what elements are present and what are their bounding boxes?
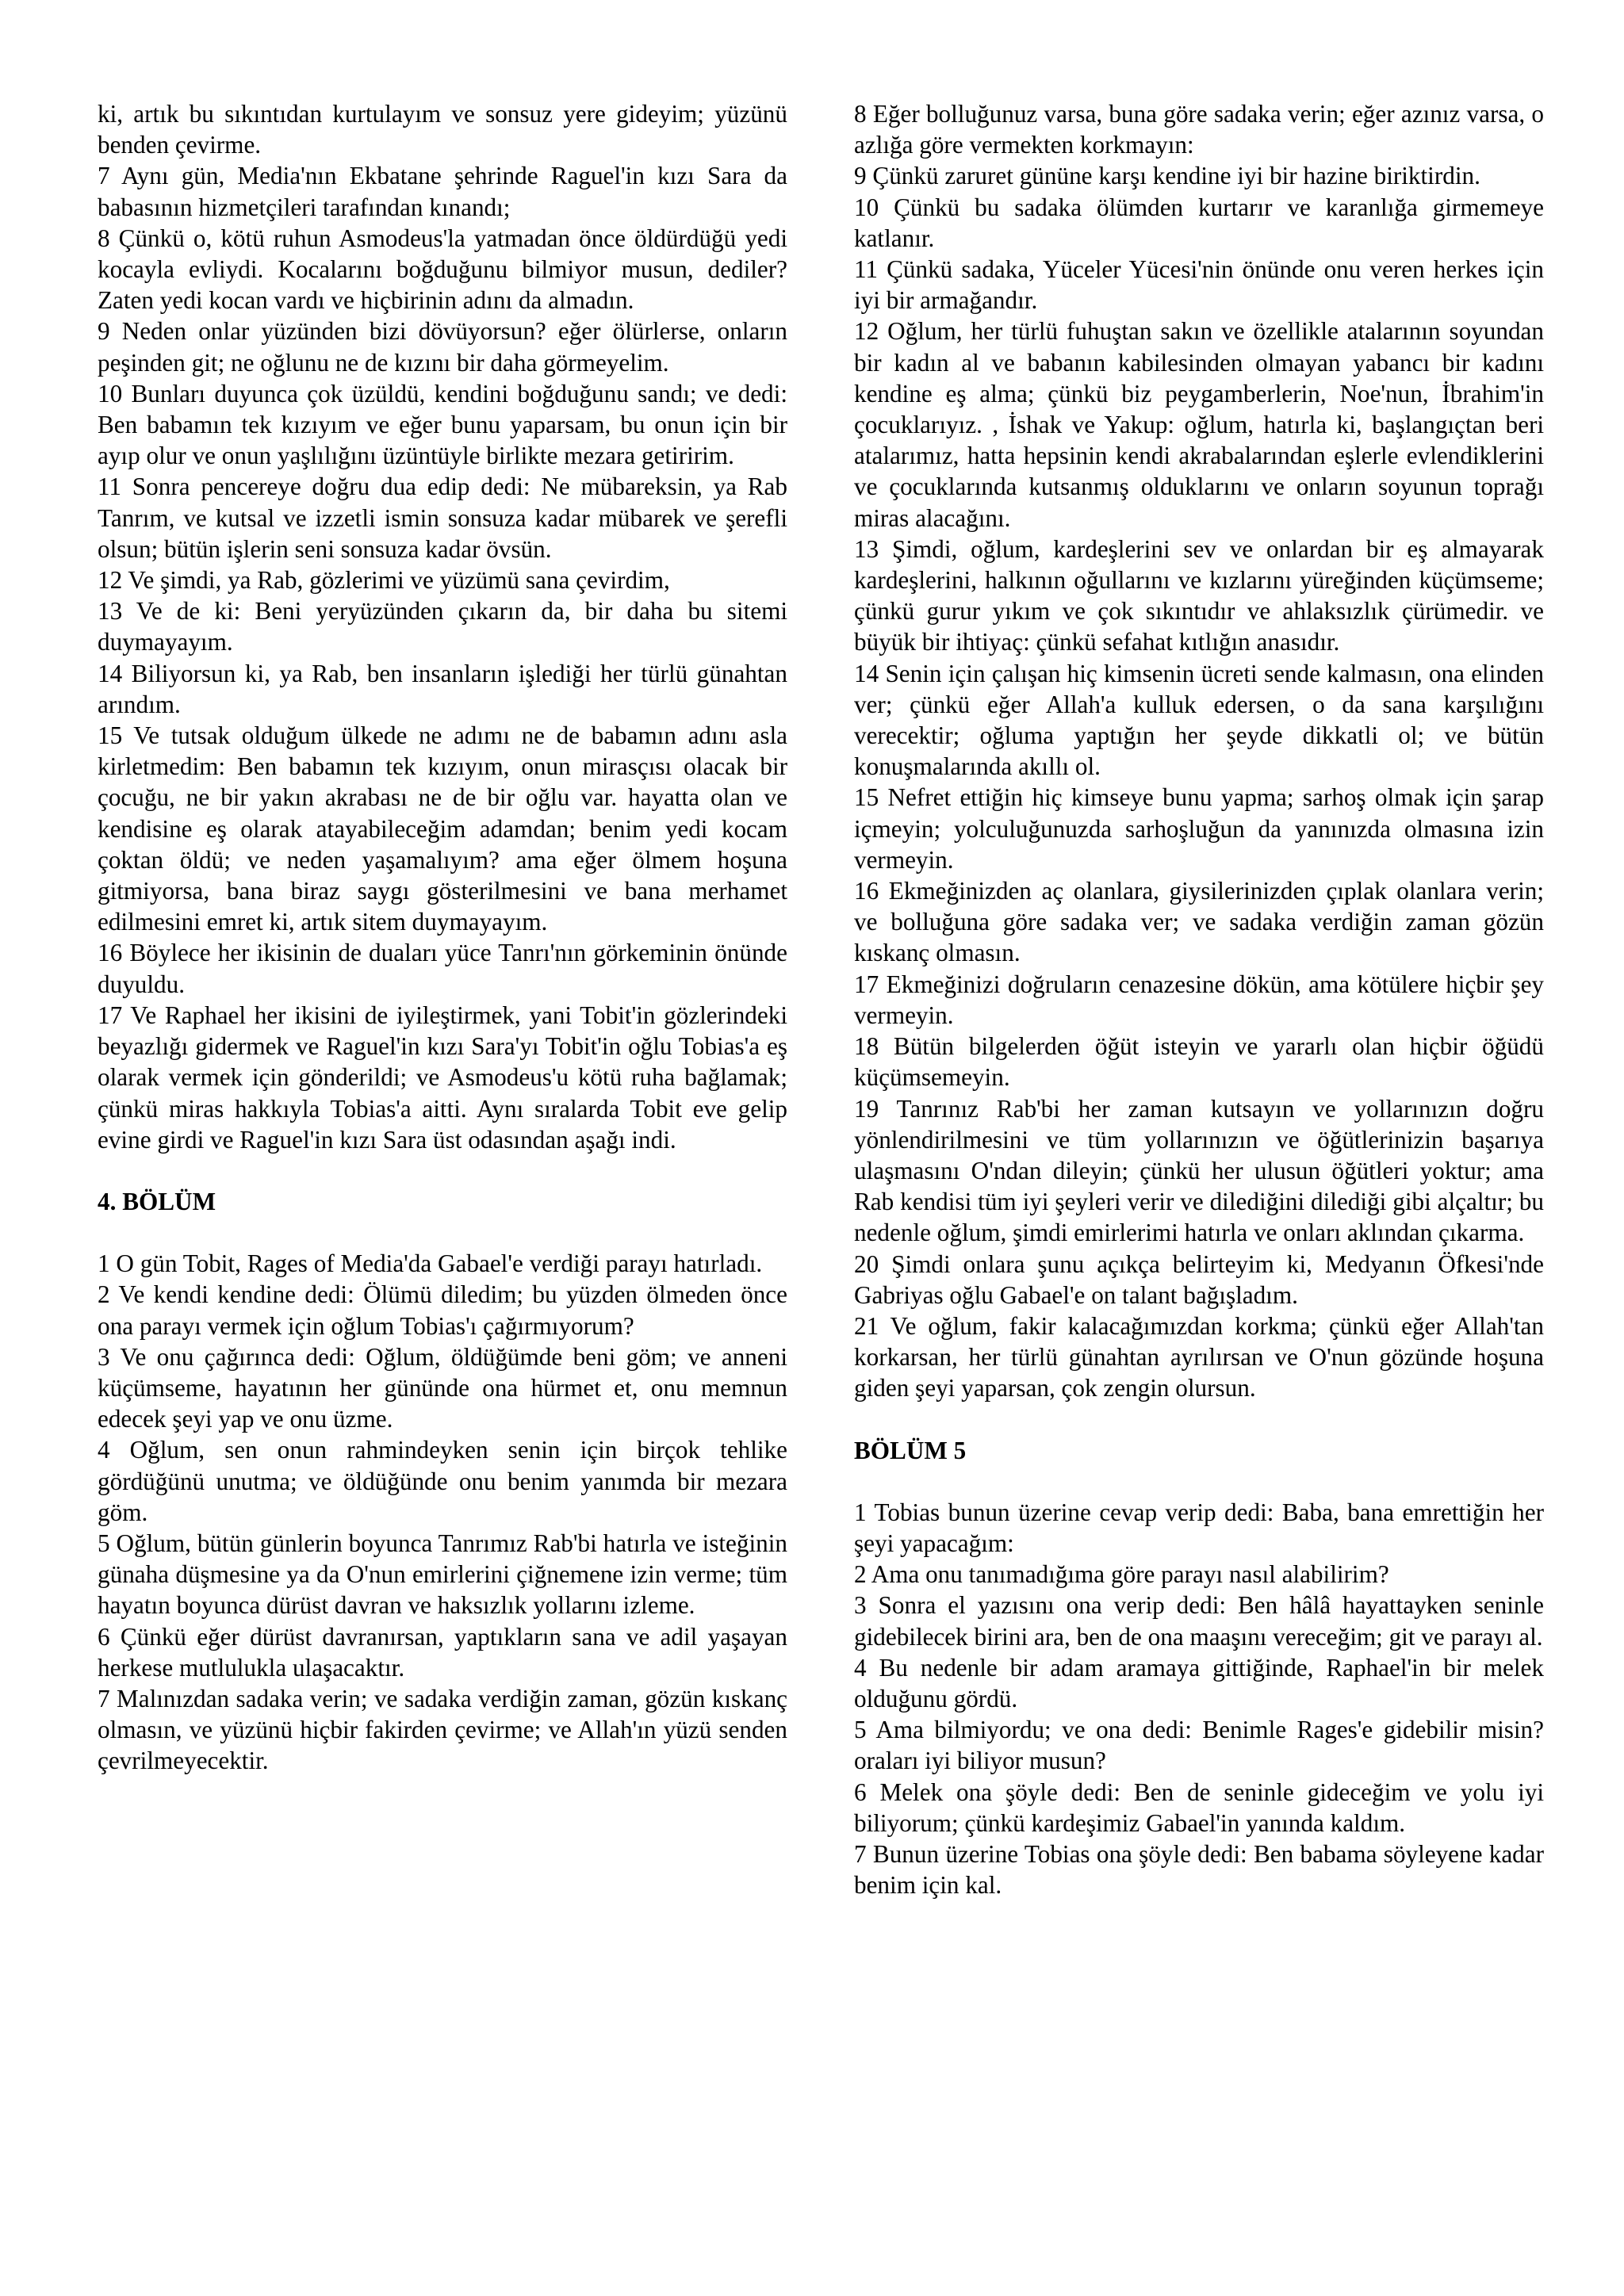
verse: 17 Ekmeğinizi doğruların cenazesine dökün, ama kötülere hiçbir şey vermeyin. [854, 970, 1544, 1029]
verse: 19 Tanrınız Rab'bi her zaman kutsayın ve yollarınızın doğru yönlendirilmesini ve tüm yollarınızın ve öğütlerinizin başarıya ulaşmasını O'ndan dileyin; çünkü her ulusun öğütleri yoktur; ama Rab kendisi tüm iyi şeyleri verir ve dilediğini dilediği gibi alçaltır; bu nedenle oğlum, şimdi emirlerimi hatırla ve onları aklından çıkarma. [854, 1094, 1544, 1247]
verse: 14 Biliyorsun ki, ya Rab, ben insanların işlediği her türlü günahtan arındım. [98, 659, 787, 718]
document-page [98, 98, 1544, 2239]
verse: 6 Çünkü eğer dürüst davranırsan, yaptıkların sana ve adil yaşayan herkese mutlulukla ulaşacaktır. [98, 1622, 787, 1682]
verse: 5 Ama bilmiyordu; ve ona dedi: Benimle Rages'e gidebilir misin? oraları iyi biliyor musun? [854, 1716, 1544, 1775]
verse: 12 Oğlum, her türlü fuhuştan sakın ve özellikle atalarının soyundan bir kadın al ve babanın kabilesinden olmayan yabancı bir kadını kendine eş alma; çünkü biz peygamberlerin, Noe'nun, İbrahim'in çocuklarıyız. , İshak ve Yakup: oğlum, hatırla ki, başlangıçtan beri atalarımız, hatta hepsinin kendi akrabalarından eşlerle evlendiklerini ve çocuklarında kutsanmış olduklarını ve onların soyunun toprağı miras alacağını. [854, 317, 1544, 532]
verse: 6 Melek ona şöyle dedi: Ben de seninle gideceğim ve yolu iyi biliyorum; çünkü kardeşimiz Gabael'in yanında kaldım. [854, 1777, 1544, 1837]
chapter-heading: BÖLÜM 5 [854, 1436, 967, 1464]
verse: 4 Oğlum, sen onun rahmindeyken senin için birçok tehlike gördüğünü unutma; ve öldüğünde onu benim yanımda bir mezara göm. [98, 1436, 787, 1526]
verse: 12 Ve şimdi, ya Rab, gözlerimi ve yüzümü sana çevirdim, [98, 566, 670, 595]
verse: 13 Şimdi, oğlum, kardeşlerini sev ve onlardan bir eş almayarak kardeşlerini, halkının oğullarını ve kızlarını yüreğinden küçümseme; çünkü gurur yıkım ve çok sıkıntıdır ve ahlaksızlık çürümedir. ve büyük bir ihtiyaç: çünkü sefahat kıtlığın anasıdır. [854, 534, 1544, 656]
verse: 10 Çünkü bu sadaka ölümden kurtarır ve karanlığa girmemeye katlanır. [854, 193, 1544, 252]
verse: 16 Böylece her ikisinin de duaları yüce Tanrı'nın görkeminin önünde duyuldu. [98, 939, 787, 998]
verse: 3 Ve onu çağırınca dedi: Oğlum, öldüğümde beni göm; ve anneni küçümseme, hayatının her gününde ona hürmet et, onu memnun edecek şeyi yap ve onu üzme. [98, 1342, 787, 1433]
verse: 2 Ve kendi kendine dedi: Ölümü diledim; bu yüzden ölmeden önce ona parayı vermek için oğlum Tobias'ı çağırmıyorum? [98, 1280, 787, 1340]
verse: 15 Nefret ettiğin hiç kimseye bunu yapma; sarhoş olmak için şarap içmeyin; yolculuğunuzda sarhoşluğun da yanınızda olmasına izin vermeyin. [854, 783, 1544, 874]
verse: 8 Çünkü o, kötü ruhun Asmodeus'la yatmadan önce öldürdüğü yedi kocayla evliydi. Kocalarını boğduğunu bilmiyor musun, dediler? Zaten yedi kocan vardı ve hiçbirinin adını da almadın. [98, 224, 787, 315]
verse: 7 Malınızdan sadaka verin; ve sadaka verdiğin zaman, gözün kıskanç olmasın, ve yüzünü hiçbir fakirden çevirme; ve Allah'ın yüzü senden çevrilmeyecektir. [98, 1684, 787, 1775]
verse: 1 O gün Tobit, Rages of Media'da Gabael'e verdiği parayı hatırladı. [98, 1249, 763, 1278]
verse: 7 Bunun üzerine Tobias ona şöyle dedi: Ben babama söyleyene kadar benim için kal. [854, 1839, 1544, 1900]
verse: 14 Senin için çalışan hiç kimsenin ücreti sende kalmasın, ona elinden ver; çünkü eğer Allah'a kulluk edersen, o da sana karşılığını verecektir; oğluma yaptığın her şeyde dikkatli ol; ve bütün konuşmalarında akıllı ol. [854, 659, 1544, 781]
verse: 10 Bunları duyunca çok üzüldü, kendini boğduğunu sandı; ve dedi: Ben babamın tek kızıyım ve eğer bunu yaparsam, bu onun için bir ayıp olur ve onun yaşlılığını üzüntüyle birlikte mezara getiririm. [98, 379, 787, 470]
verse: 4 Bu nedenle bir adam aramaya gittiğinde, Raphael'in bir melek olduğunu gördü. [854, 1653, 1544, 1712]
verse: 11 Çünkü sadaka, Yüceler Yücesi'nin önünde onu veren herkes için iyi bir armağandır. [854, 255, 1544, 315]
verse: 15 Ve tutsak olduğum ülkede ne adımı ne de babamın adını asla kirletmedim: Ben babamın tek kızıyım, onun mirasçısı olacak bir çocuğu, ne bir yakın akrabası ne de bir oğlu var. hayatta olan ve kendisine eş olarak atayabileceğim adamdan; benim yedi kocam çoktan öldü; ve neden yaşamalıyım? ama eğer ölmem hoşuna gitmiyorsa, bana biraz saygı gösterilmesini ve bana merhamet edilmesini emret ki, artık sitem duymayayım. [98, 721, 787, 936]
verse: 20 Şimdi onlara şunu açıkça belirteyim ki, Medyanın Öfkesi'nde Gabriyas oğlu Gabael'e on talant bağışladım. [854, 1249, 1544, 1309]
left-column [98, 98, 787, 2239]
verse: 2 Ama onu tanımadığıma göre parayı nasıl alabilirim? [854, 1560, 1389, 1589]
verse: 8 Eğer bolluğunuz varsa, buna göre sadaka verin; eğer azınız varsa, o azlığa göre vermekten korkmayın: [854, 100, 1544, 159]
right-column [854, 98, 1544, 2239]
verse: 5 Oğlum, bütün günlerin boyunca Tanrımız Rab'bi hatırla ve isteğinin günaha düşmesine ya da O'nun emirlerini çiğnemene izin verme; tüm hayatın boyunca dürüst davran ve haksızlık yollarını izleme. [98, 1529, 787, 1620]
verse: 9 Neden onlar yüzünden bizi dövüyorsun? eğer ölürlerse, onların peşinden git; ne oğlunu ne de kızını bir daha görmeyelim. [98, 317, 787, 377]
verse: 16 Ekmeğinizden aç olanlara, giysilerinizden çıplak olanlara verin; ve bolluğuna göre sadaka ver; ve sadaka verdiğin zaman gözün kıskanç olmasın. [854, 877, 1544, 967]
verse: 1 Tobias bunun üzerine cevap verip dedi: Baba, bana emrettiğin her şeyi yapacağım: [854, 1498, 1544, 1557]
verse: 17 Ve Raphael her ikisini de iyileştirmek, yani Tobit'in gözlerindeki beyazlığı gidermek ve Raguel'in kızı Sara'yı Tobit'in oğlu Tobias'a eş olarak vermek için gönderildi; ve Asmodeus'u kötü ruha bağlamak; çünkü miras hakkıyla Tobias'a aitti. Aynı sıralarda Tobit eve gelip evine girdi ve Raguel'in kızı Sara üst odasından aşağı indi. [98, 1001, 787, 1154]
verse: 7 Aynı gün, Media'nın Ekbatane şehrinde Raguel'in kızı Sara da babasının hizmetçileri tarafından kınandı; [98, 162, 787, 221]
verse: 13 Ve de ki: Beni yeryüzünden çıkarın da, bir daha bu sitemi duymayayım. [98, 597, 787, 656]
verse: 3 Sonra el yazısını ona verip dedi: Ben hâlâ hayattayken seninle gidebilecek birini ara, ben de ona maaşını vereceğim; git ve parayı al. [854, 1591, 1544, 1651]
verse: 18 Bütün bilgelerden öğüt isteyin ve yararlı olan hiçbir öğüdü küçümsemeyin. [854, 1032, 1544, 1092]
verse: 11 Sonra pencereye doğru dua edip dedi: Ne mübareksin, ya Rab Tanrım, ve kutsal ve izzetli ismin sonsuza kadar mübarek ve şerefli olsun; bütün işlerin seni sonsuza kadar övsün. [98, 473, 787, 563]
verse: 9 Çünkü zaruret gününe karşı kendine iyi bir hazine biriktirdin. [854, 162, 1480, 190]
verse: 21 Ve oğlum, fakir kalacağımızdan korkma; çünkü eğer Allah'tan korkarsan, her türlü günahtan ayrılırsan ve O'nun gözünde hoşuna giden şeyi yaparsan, çok zengin olursun. [854, 1311, 1544, 1402]
chapter-heading: 4. BÖLÜM [98, 1187, 216, 1215]
verse: ki, artık bu sıkıntıdan kurtulayım ve sonsuz yere gideyim; yüzünü benden çevirme. [98, 100, 787, 159]
